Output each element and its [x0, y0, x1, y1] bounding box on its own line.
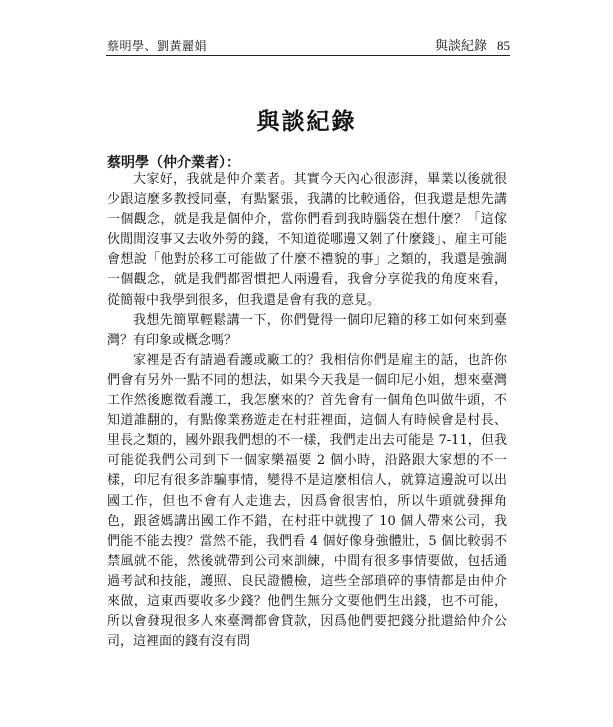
- page-number: 85: [497, 38, 510, 53]
- body-text: [107, 170, 507, 652]
- speaker-label: 蔡明學（仲介業者）：: [107, 155, 240, 171]
- running-header-authors: 蔡明學、劉黃麗娟: [107, 39, 208, 53]
- paragraph: 家裡是否有請過看護或廠工的？我相信你們是雇主的話，也許你們會有另外一點不同的想法，如果今天我是一個印尼小姐，想來臺灣工作然後應徵看護工，我怎麼來的？首先會有一個角色叫做牛頭，不知道誰翻的，有點像業務遊走在村莊裡面，這個人有時候會是村長、里長之類的，國外跟我們想的不一樣，我們走出去可能是 7-11，但我可能從我們公司到下一個家樂福要 2 個小時，沿路跟大家想的不一樣，印尼有很多詐騙事情，變得不是這麼相信人，就算這邊說可以出國工作，但也不會有人走進去，因爲會很害怕，所以牛頭就發揮角色，跟爸媽講出國工作不錯，在村莊中就搜了 10 個人帶來公司，我們能不能去搜？當然不能，我們看 4 個好像身強體壯，5 個比較弱不禁風就不能，然後就帶到公司來訓練，中間有很多事情要做，包括通過考試和技能，護照、良民證體檢，這些全部瑣碎的事情都是由仲介來做，這東西要收多少錢？他們生無分文要他們生出錢，也不可能，所以會發現很多人來臺灣都會貸款，因爲他們要把錢分批還給仲介公司，這裡面的錢有沒有問: [107, 352, 507, 650]
- paragraph: 我想先簡單輕鬆講一下，你們覺得一個印尼籍的移工如何來到臺灣？有印象或概念嗎？: [107, 312, 507, 348]
- paragraph: 大家好，我就是仲介業者。其實今天內心很澎湃，畢業以後就很少跟這麼多教授同臺，有點緊張，我講的比較通俗，但我還是想先講一個觀念，就是我是個仲介，當你們看到我時腦袋在想什麼？「這傢伙閒閒沒事又去收外勞的錢，不知道從哪邊又剝了什麼錢」、雇主可能會想說「他對於移工可能做了什麼不禮貌的事」之類的，我還是強調一個觀念，就是我們都習慣把人兩邊看，我會分享從我的角度來看，從簡報中我學到很多，但我還是會有我的意見。: [107, 172, 507, 308]
- header-rule: [106, 55, 510, 56]
- running-header-title: 與談紀錄: [434, 39, 487, 54]
- running-header-right: [435, 35, 510, 54]
- page-title: 與談紀錄: [256, 108, 357, 135]
